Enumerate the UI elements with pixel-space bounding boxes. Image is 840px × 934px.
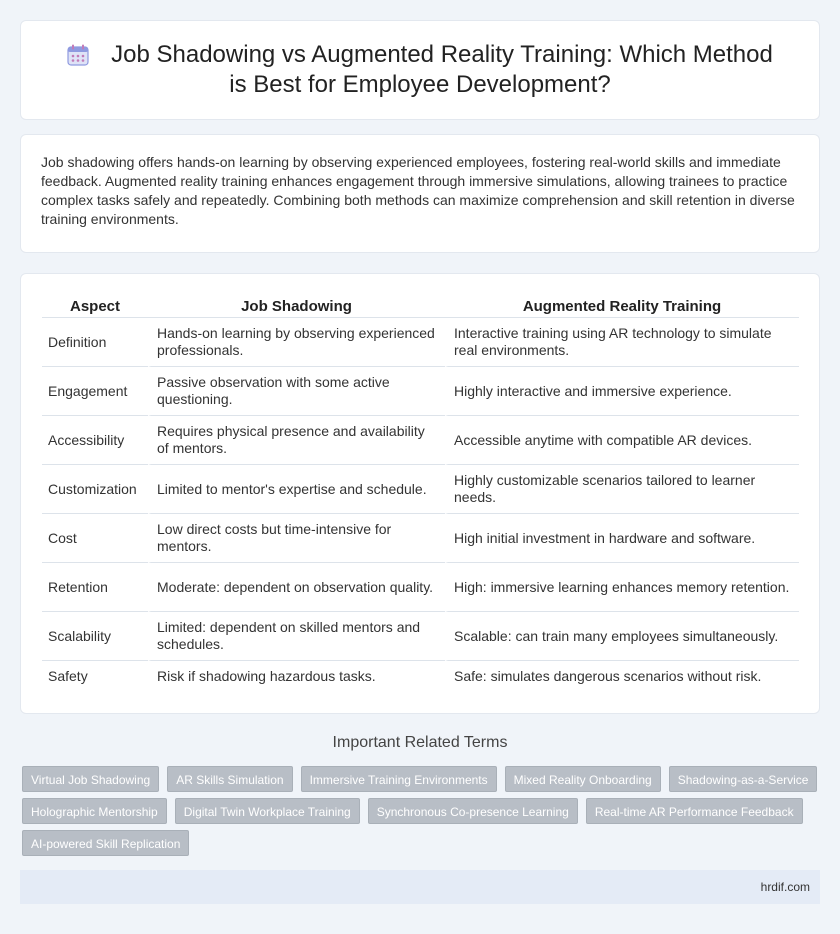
table-row xyxy=(42,465,799,514)
intro-card xyxy=(20,134,820,253)
table-row xyxy=(42,563,799,612)
comparison-table xyxy=(42,296,799,691)
aspect-cell: Customization xyxy=(42,465,148,514)
job-shadowing-cell: Risk if shadowing hazardous tasks. xyxy=(148,661,445,691)
ar-training-cell: Interactive training using AR technology to simulate real environments. xyxy=(445,318,799,367)
ar-training-cell: High: immersive learning enhances memory retention. xyxy=(445,563,799,612)
comparison-card xyxy=(20,273,820,714)
job-shadowing-cell: Moderate: dependent on observation quality. xyxy=(148,563,445,612)
footer xyxy=(20,870,820,904)
table-row xyxy=(42,318,799,367)
job-shadowing-cell: Passive observation with some active questioning. xyxy=(148,367,445,416)
header-card xyxy=(20,20,820,120)
term-tag[interactable]: Immersive Training Environments xyxy=(301,766,497,792)
job-shadowing-cell: Limited: dependent on skilled mentors and schedules. xyxy=(148,612,445,661)
aspect-cell: Definition xyxy=(42,318,148,367)
table-row xyxy=(42,514,799,563)
aspect-cell: Safety xyxy=(48,667,88,684)
page-title-text: Job Shadowing vs Augmented Reality Training: Which Method is Best for Employee Development? xyxy=(111,41,773,98)
header-job-shadowing: Job Shadowing xyxy=(148,296,445,318)
aspect-cell: Retention xyxy=(42,563,148,612)
term-tag[interactable]: Shadowing-as-a-Service xyxy=(669,766,818,792)
page-title xyxy=(61,40,779,100)
header-ar-training: Augmented Reality Training xyxy=(445,296,799,318)
table-row xyxy=(42,367,799,416)
ar-training-cell: Highly interactive and immersive experience. xyxy=(445,367,799,416)
term-tag[interactable]: AR Skills Simulation xyxy=(167,766,292,792)
footer-site-link[interactable]: hrdif.com xyxy=(760,880,810,894)
ar-training-cell: Safe: simulates dangerous scenarios without risk. xyxy=(445,661,799,691)
related-terms-title: Important Related Terms xyxy=(332,734,508,751)
aspect-cell: Accessibility xyxy=(42,416,148,465)
ar-training-cell: Scalable: can train many employees simultaneously. xyxy=(445,612,799,661)
table-row xyxy=(42,416,799,465)
term-tag[interactable]: Holographic Mentorship xyxy=(22,798,167,824)
aspect-cell: Cost xyxy=(42,514,148,563)
job-shadowing-cell: Requires physical presence and availability of mentors. xyxy=(148,416,445,465)
term-tag[interactable]: AI-powered Skill Replication xyxy=(22,830,189,856)
calendar-icon xyxy=(67,44,89,66)
term-tag[interactable]: Mixed Reality Onboarding xyxy=(505,766,661,792)
ar-training-cell: Highly customizable scenarios tailored to learner needs. xyxy=(445,465,799,514)
aspect-cell: Scalability xyxy=(42,612,148,661)
term-tag[interactable]: Virtual Job Shadowing xyxy=(22,766,159,792)
related-terms-list xyxy=(22,766,822,856)
term-tag[interactable]: Real-time AR Performance Feedback xyxy=(586,798,803,824)
header-aspect: Aspect xyxy=(42,296,148,318)
term-tag[interactable]: Synchronous Co-presence Learning xyxy=(368,798,578,824)
aspect-cell: Engagement xyxy=(42,367,148,416)
table-row xyxy=(42,612,799,661)
ar-training-cell: High initial investment in hardware and software. xyxy=(445,514,799,563)
table-header-row xyxy=(42,296,799,318)
term-tag[interactable]: Digital Twin Workplace Training xyxy=(175,798,360,824)
job-shadowing-cell: Low direct costs but time-intensive for mentors. xyxy=(148,514,445,563)
job-shadowing-cell: Hands-on learning by observing experienced professionals. xyxy=(148,318,445,367)
intro-text: Job shadowing offers hands-on learning by observing experienced employees, fostering real-world skills and immediate feedback. Augmented reality training enhances engagement through immersive simulations, allowing trainees to practice complex tasks safely and repeatedly. Combining both methods can maximize comprehension and skill retention in diverse training environments. xyxy=(41,154,795,227)
ar-training-cell: Accessible anytime with compatible AR devices. xyxy=(445,416,799,465)
job-shadowing-cell: Limited to mentor's expertise and schedule. xyxy=(148,465,445,514)
table-row xyxy=(42,661,799,691)
